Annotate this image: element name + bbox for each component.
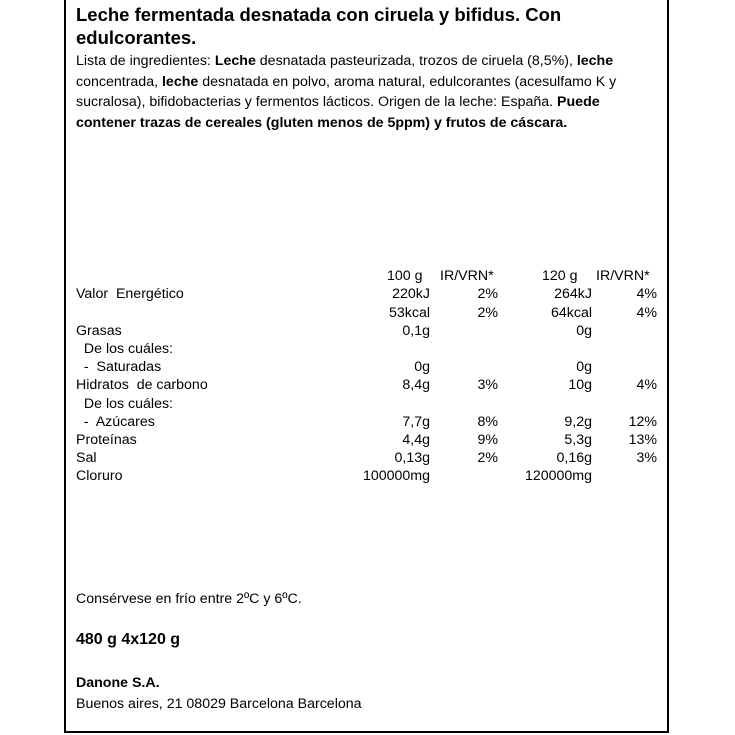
nutrient-name: - Saturadas	[76, 359, 162, 375]
nutrient-name: De los cuáles:	[76, 396, 173, 412]
percent-120g: 12%	[628, 414, 657, 430]
value-100g: 100000mg	[362, 468, 430, 484]
allergen-warning: Puede contener trazas de cereales (gluten menos de 5ppm) y frutos de cáscara.	[76, 94, 600, 131]
nutrient-name: Hidratos de carbono	[76, 377, 208, 393]
ingredients-text: desnatada en polvo, aroma natural, edulcorantes (acesulfamo K y sucralosa), bifidobacterias y fermentos lácticos. Origen de la leche: España.	[76, 73, 617, 110]
net-weight: 480 g 4x120 g	[76, 631, 181, 648]
value-120g: 0,16g	[556, 450, 592, 466]
nutrient-name: De los cuáles:	[76, 341, 173, 357]
nutrient-name: Valor Energético	[76, 286, 184, 302]
header-col1: 100 g	[387, 268, 423, 284]
ingredients-list	[76, 51, 661, 133]
value-120g: 264kJ	[554, 286, 592, 302]
nutrient-name: Cloruro	[76, 468, 123, 484]
value-100g: 8,4g	[402, 377, 430, 393]
percent-100g: 2%	[477, 450, 498, 466]
ingredients-text: concentrada,	[76, 73, 162, 90]
allergen-text: Leche	[214, 53, 256, 69]
value-120g: 64kcal	[550, 305, 592, 321]
percent-100g: 9%	[477, 432, 498, 448]
value-120g: 0g	[576, 323, 592, 339]
percent-100g: 2%	[477, 286, 498, 302]
value-100g: 7,7g	[402, 414, 430, 430]
percent-120g: 13%	[628, 432, 657, 448]
company-address: Buenos aires, 21 08029 Barcelona Barcelona	[76, 696, 362, 712]
header-col2: IR/VRN*	[440, 268, 494, 284]
value-120g: 5,3g	[564, 432, 592, 448]
value-100g: 0g	[414, 359, 430, 375]
storage-instructions: Consérvese en frío entre 2ºC y 6ºC.	[76, 591, 302, 607]
value-100g: 0,13g	[394, 450, 430, 466]
value-120g: 10g	[568, 377, 592, 393]
ingredients-text: Lista de ingredientes:	[76, 53, 215, 69]
percent-100g: 8%	[477, 414, 498, 430]
product-title: Leche fermentada desnatada con ciruela y bifidus. Con edulcorantes.	[76, 4, 562, 48]
nutrient-name: Sal	[76, 450, 97, 466]
header-col3: 120 g	[542, 268, 578, 284]
nutrient-name: - Azúcares	[76, 414, 155, 430]
allergen-text: leche	[161, 73, 199, 90]
value-100g: 220kJ	[392, 286, 430, 302]
nutrient-name: Proteínas	[76, 432, 137, 448]
company-name: Danone S.A.	[76, 675, 160, 691]
percent-120g: 3%	[636, 450, 657, 466]
value-120g: 0g	[576, 359, 592, 375]
percent-100g: 3%	[477, 377, 498, 393]
value-120g: 9,2g	[564, 414, 592, 430]
value-100g: 4,4g	[402, 432, 430, 448]
ingredients-text: desnatada pasteurizada, trozos de ciruela (8,5%),	[255, 53, 577, 69]
nutrient-name: Grasas	[76, 323, 122, 339]
allergen-text: leche	[576, 53, 614, 69]
value-120g: 120000mg	[524, 468, 592, 484]
percent-120g: 4%	[636, 305, 657, 321]
value-100g: 0,1g	[402, 323, 430, 339]
value-100g: 53kcal	[388, 305, 430, 321]
header-col4: IR/VRN*	[596, 268, 650, 284]
percent-100g: 2%	[477, 305, 498, 321]
percent-120g: 4%	[636, 377, 657, 393]
percent-120g: 4%	[636, 286, 657, 302]
